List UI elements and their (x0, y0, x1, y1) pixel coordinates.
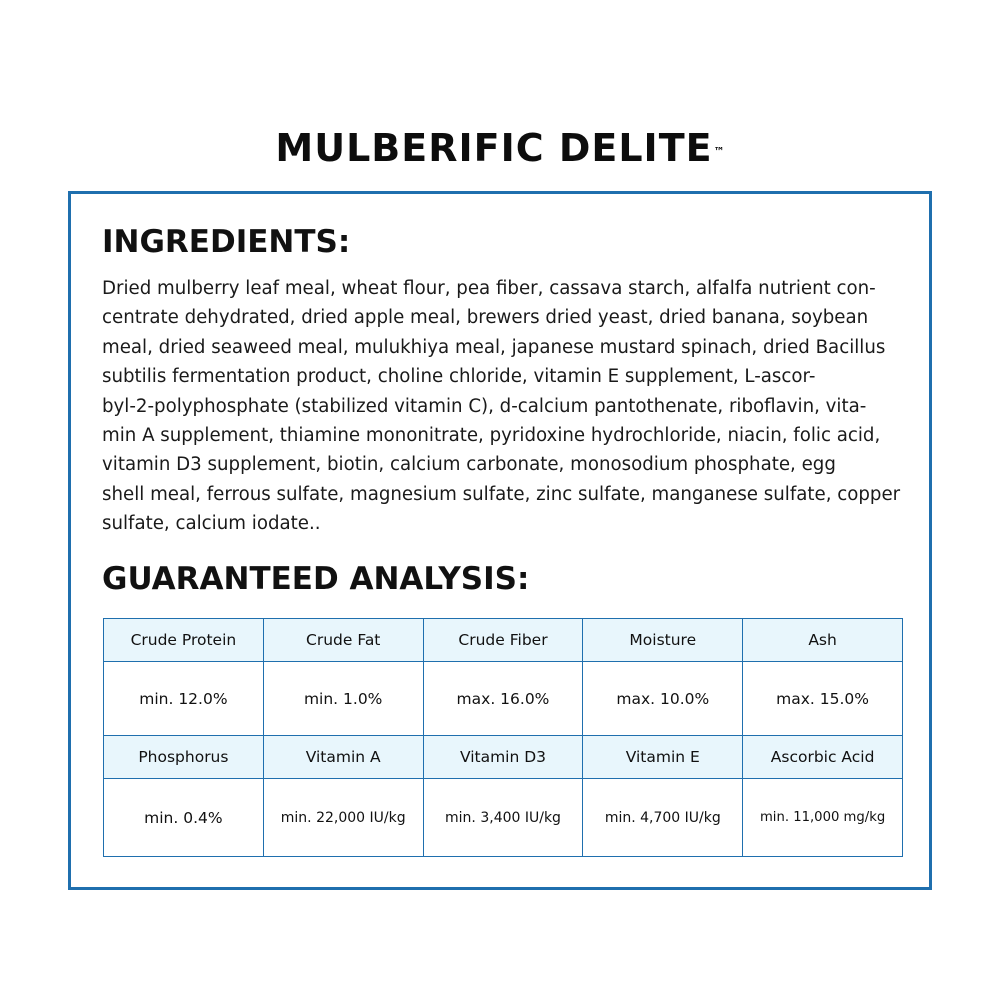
table-header-cell: Vitamin E (583, 736, 743, 779)
table-header-cell: Ascorbic Acid (743, 736, 903, 779)
table-header-row (104, 736, 903, 779)
ingredients-line: sulfate, calcium iodate.. (102, 513, 321, 535)
table-value-cell: max. 10.0% (583, 662, 743, 736)
table-value-cell: min. 0.4% (104, 779, 264, 857)
table-header-cell: Ash (743, 619, 903, 662)
ingredients-line: subtilis fermentation product, choline chloride, vitamin E supplement, L-ascor- (102, 366, 816, 388)
table-value-cell: min. 12.0% (104, 662, 264, 736)
table-header-cell: Vitamin A (263, 736, 423, 779)
ingredients-line: shell meal, ferrous sulfate, magnesium sulfate, zinc sulfate, manganese sulfate, copper (102, 483, 901, 505)
table-header-row (104, 619, 903, 662)
table-value-cell: max. 15.0% (743, 662, 903, 736)
table-header-cell: Phosphorus (104, 736, 264, 779)
table-value-cell: min. 22,000 IU/kg (263, 779, 423, 857)
ingredients-list (102, 274, 912, 539)
table-header-cell: Vitamin D3 (423, 736, 583, 779)
ingredients-line: meal, dried seaweed meal, mulukhiya meal, japanese mustard spinach, dried Bacillus (102, 336, 886, 358)
table-header-cell: Crude Fiber (423, 619, 583, 662)
table-value-row (104, 779, 903, 857)
product-name: MULBERIFIC DELITE (275, 126, 713, 170)
ingredients-heading: INGREDIENTS: (102, 224, 351, 260)
guaranteed-analysis-table (103, 618, 903, 857)
ingredients-line: byl-2-polyphosphate (stabilized vitamin C), d-calcium pantothenate, riboflavin, vita- (102, 395, 867, 417)
table-value-row (104, 662, 903, 736)
table-value-cell: min. 3,400 IU/kg (423, 779, 583, 857)
ingredients-line: Dried mulberry leaf meal, wheat flour, pea fiber, cassava starch, alfalfa nutrient con- (102, 278, 876, 299)
table-header-cell: Crude Protein (104, 619, 264, 662)
table-value-cell: min. 4,700 IU/kg (583, 779, 743, 857)
product-title (0, 124, 1000, 172)
trademark-symbol: ™ (713, 145, 725, 158)
table-value-cell: max. 16.0% (423, 662, 583, 736)
ingredients-line: centrate dehydrated, dried apple meal, brewers dried yeast, dried banana, soybean (102, 307, 869, 329)
table-header-cell: Moisture (583, 619, 743, 662)
label-panel (68, 191, 932, 890)
table-header-cell: Crude Fat (263, 619, 423, 662)
table-value-cell: min. 1.0% (263, 662, 423, 736)
analysis-heading: GUARANTEED ANALYSIS: (102, 561, 530, 597)
ingredients-line: min A supplement, thiamine mononitrate, pyridoxine hydrochloride, niacin, folic acid, (102, 425, 881, 447)
table-value-cell: min. 11,000 mg/kg (743, 779, 903, 857)
ingredients-line: vitamin D3 supplement, biotin, calcium carbonate, monosodium phosphate, egg (102, 454, 836, 476)
